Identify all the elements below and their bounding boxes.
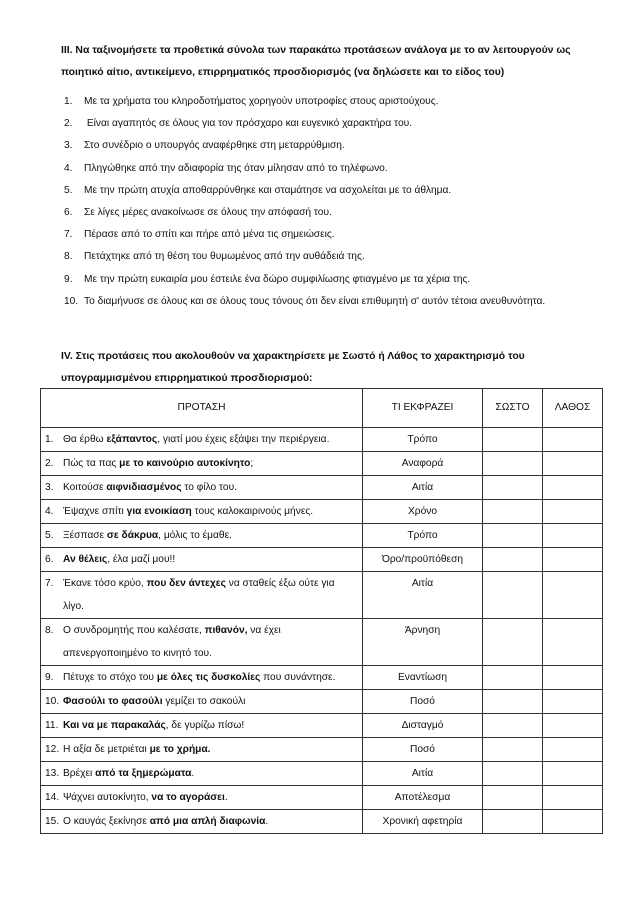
sentence-post: .: [265, 816, 269, 827]
sentence-underlined-phrase: από τα ξημερώματα: [95, 768, 192, 779]
sentence-underlined-phrase: που δεν άντεχες: [146, 578, 226, 589]
table-row: [41, 524, 603, 548]
table-row: [41, 500, 603, 524]
sentence-post: το φίλο του.: [181, 482, 237, 493]
sentence-pre: Κοιτούσε: [63, 482, 107, 493]
wrong-answer-cell[interactable]: [543, 524, 603, 548]
table-row: [41, 428, 603, 452]
list-item-number: 10.: [64, 295, 79, 307]
list-item-number: 5.: [64, 184, 73, 196]
row-number: 8.: [45, 625, 54, 636]
wrong-answer-cell[interactable]: [543, 714, 603, 738]
header-correct: ΣΩΣΤΟ: [483, 389, 543, 428]
expresses-cell: Αιτία: [363, 762, 483, 786]
sentence-post: , έλα μαζί μου!!: [107, 554, 176, 565]
sentence-post: .: [224, 792, 228, 803]
correct-answer-cell[interactable]: [483, 762, 543, 786]
row-number: 3.: [45, 482, 54, 493]
list-item: [64, 91, 624, 113]
wrong-answer-cell[interactable]: [543, 810, 603, 834]
wrong-answer-cell[interactable]: [543, 738, 603, 762]
sentence-underlined-phrase: Φασούλι το φασούλι: [63, 696, 163, 707]
row-number: 5.: [45, 530, 54, 541]
sentence-underlined-phrase: από μια απλή διαφωνία: [149, 816, 266, 827]
sentence-post: ;: [250, 458, 254, 469]
sentence-cell: [41, 572, 363, 619]
sentence-cell: [41, 738, 363, 762]
list-item-number: 3.: [64, 140, 73, 152]
row-number: 14.: [45, 792, 60, 803]
list-item-text: Πετάχτηκε από τη θέση του θυμωμένος από την αυθάδειά της.: [84, 251, 365, 263]
list-item-text: Πληγώθηκε από την αδιαφορία της όταν μίλησαν από το τηλέφωνο.: [84, 162, 388, 174]
correct-answer-cell[interactable]: [483, 666, 543, 690]
expresses-cell: Δισταγμό: [363, 714, 483, 738]
row-number: 10.: [45, 696, 60, 707]
table-row: [41, 666, 603, 690]
table-row: [41, 476, 603, 500]
sentence-post: να έχει: [247, 625, 281, 636]
sentence-underlined-phrase: σε δάκρυα: [106, 530, 159, 541]
correct-answer-cell[interactable]: [483, 619, 543, 666]
correct-answer-cell[interactable]: [483, 428, 543, 452]
correct-answer-cell[interactable]: [483, 452, 543, 476]
sentence-pre: Έψαχνε σπίτι: [63, 506, 127, 517]
sentence-underlined-phrase: Και να με παρακαλάς: [63, 720, 166, 731]
table-row: [41, 738, 603, 762]
expresses-cell: Χρονική αφετηρία: [363, 810, 483, 834]
sentence-pre: Πέτυχε το στόχο του: [63, 672, 157, 683]
expresses-cell: Εναντίωση: [363, 666, 483, 690]
list-item-text: Πέρασε από το σπίτι και πήρε από μένα τις σημειώσεις.: [84, 229, 335, 241]
list-item: [64, 113, 624, 135]
expresses-cell: Ποσό: [363, 690, 483, 714]
row-number: 12.: [45, 744, 60, 755]
sentence-cell: [41, 500, 363, 524]
list-item-number: 2.: [64, 118, 73, 130]
sentence-cell: [41, 452, 363, 476]
expresses-cell: Αναφορά: [363, 452, 483, 476]
wrong-answer-cell[interactable]: [543, 690, 603, 714]
correct-answer-cell[interactable]: [483, 738, 543, 762]
list-item-number: 9.: [64, 273, 73, 285]
sentence-underlined-phrase: να το αγοράσει: [151, 792, 225, 803]
list-item: [64, 180, 624, 202]
classification-table: [40, 388, 603, 834]
sentence-pre: Έκανε τόσο κρύο,: [63, 578, 147, 589]
list-item-text: Το διαμήνυσε σε όλους και σε όλους τους τόνους ότι δεν είναι επιθυμητή σ' αυτόν τέτοια ανευθυνότητα.: [84, 295, 546, 307]
sentence-underlined-phrase: Αν θέλεις: [63, 554, 108, 565]
table-row: [41, 690, 603, 714]
expresses-cell: Χρόνο: [363, 500, 483, 524]
sentence-cell: [41, 524, 363, 548]
wrong-answer-cell[interactable]: [543, 500, 603, 524]
sentence-post: που συνάντησε.: [260, 672, 336, 683]
wrong-answer-cell[interactable]: [543, 428, 603, 452]
row-number: 13.: [45, 768, 60, 779]
sentence-underlined-phrase: εξάπαντος: [106, 434, 158, 445]
list-item-number: 4.: [64, 162, 73, 174]
list-item: [64, 291, 624, 313]
sentence-pre: Ξέσπασε: [63, 530, 107, 541]
sentence-underlined-phrase: για ενοικίαση: [126, 506, 192, 517]
sentence-pre: Η αξία δε μετριέται: [63, 744, 150, 755]
row-number: 1.: [45, 434, 54, 445]
section-4-title: IV. Στις προτάσεις που ακολουθούν να χαρακτηρίσετε με Σωστό ή Λάθος το χαρακτηρισμό του υπογραμμισμένου επιρρηματικού προσδιορισμού:: [61, 351, 525, 384]
list-item: [64, 224, 624, 246]
wrong-answer-cell[interactable]: [543, 452, 603, 476]
list-item: [64, 246, 624, 268]
list-item-text: Σε λίγες μέρες ανακοίνωσε σε όλους την απόφασή του.: [84, 206, 332, 218]
row-number: 9.: [45, 672, 54, 683]
sentence-cell: [41, 762, 363, 786]
list-item: [64, 158, 624, 180]
table-row: [41, 810, 603, 834]
table-row: [41, 714, 603, 738]
sentence-post: , μόλις το έμαθε.: [158, 530, 232, 541]
sentence-pre: Πώς τα πας: [63, 458, 120, 469]
sentence-post: να σταθείς έξω ούτε για: [225, 578, 335, 589]
expresses-cell: Αποτέλεσμα: [363, 786, 483, 810]
sentence-cell: [41, 690, 363, 714]
list-item-text: Είναι αγαπητός σε όλους για τον πρόσχαρο και ευγενικό χαρακτήρα του.: [84, 118, 413, 130]
correct-answer-cell[interactable]: [483, 714, 543, 738]
list-item-number: 1.: [64, 96, 73, 107]
table-row: [41, 452, 603, 476]
wrong-answer-cell[interactable]: [543, 762, 603, 786]
correct-answer-cell[interactable]: [483, 524, 543, 548]
sentence-underlined-phrase: πιθανόν,: [204, 625, 248, 636]
table-row: [41, 572, 603, 619]
row-number: 2.: [45, 458, 54, 469]
sentence-cell: [41, 428, 363, 452]
sentence-pre: Ψάχνει αυτοκίνητο,: [63, 792, 152, 803]
expresses-cell: Αιτία: [363, 476, 483, 500]
header-expresses: ΤΙ ΕΚΦΡΑΖΕΙ: [363, 389, 483, 428]
sentence-pre: Θα έρθω: [63, 434, 107, 445]
list-item: [64, 269, 624, 291]
sentence-pre: Βρέχει: [63, 768, 96, 779]
sentence-underlined-phrase: με το καινούριο αυτοκίνητο: [119, 458, 251, 469]
row-number: 15.: [45, 816, 60, 827]
list-item: [64, 135, 624, 157]
expresses-cell: Άρνηση: [363, 619, 483, 666]
sentence-underlined-phrase: με το χρήμα.: [149, 744, 211, 755]
list-item-text: Στο συνέδριο ο υπουργός αναφέρθηκε στη μεταρρύθμιση.: [84, 140, 345, 152]
wrong-answer-cell[interactable]: [543, 572, 603, 619]
list-item-number: 6.: [64, 206, 73, 218]
correct-answer-cell[interactable]: [483, 548, 543, 572]
sentence-underlined-phrase: με όλες τις δυσκολίες: [156, 672, 261, 683]
wrong-answer-cell[interactable]: [543, 476, 603, 500]
sentence-post: , δε γυρίζω πίσω!: [165, 720, 245, 731]
expresses-cell: Όρο/προϋπόθεση: [363, 548, 483, 572]
sentence-cell: [41, 619, 363, 666]
sentence-pre: Ο συνδρομητής που καλέσατε,: [63, 625, 205, 636]
table-header-row: [41, 389, 603, 428]
sentence-continuation: απενεργοποιημένο το κινητό του.: [63, 648, 212, 659]
sentence-continuation: λίγο.: [63, 601, 84, 612]
expresses-cell: Τρόπο: [363, 524, 483, 548]
sentence-post: τους καλοκαιρινούς μήνες.: [191, 506, 314, 517]
row-number: 11.: [45, 720, 59, 731]
sentence-cell: [41, 714, 363, 738]
expresses-cell: Ποσό: [363, 738, 483, 762]
correct-answer-cell[interactable]: [483, 572, 543, 619]
wrong-answer-cell[interactable]: [543, 619, 603, 666]
sentence-pre: Ο καυγάς ξεκίνησε: [63, 816, 150, 827]
list-item: [64, 202, 624, 224]
wrong-answer-cell[interactable]: [543, 666, 603, 690]
row-number: 7.: [45, 578, 54, 589]
section-3-list: [64, 91, 624, 313]
table-row: [41, 619, 603, 666]
table-row: [41, 548, 603, 572]
correct-answer-cell[interactable]: [483, 786, 543, 810]
correct-answer-cell[interactable]: [483, 500, 543, 524]
expresses-cell: Τρόπο: [363, 428, 483, 452]
wrong-answer-cell[interactable]: [543, 548, 603, 572]
header-sentence: ΠΡΟΤΑΣΗ: [41, 389, 363, 428]
sentence-cell: [41, 786, 363, 810]
header-wrong: ΛΑΘΟΣ: [543, 389, 603, 428]
sentence-cell: [41, 548, 363, 572]
list-item-text: Με τα χρήματα του κληροδοτήματος χορηγούν υποτροφίες στους αριστούχους.: [84, 96, 439, 107]
expresses-cell: Αιτία: [363, 572, 483, 619]
sentence-cell: [41, 810, 363, 834]
list-item-text: Με την πρώτη ευκαιρία μου έστειλε ένα δώρο συμφιλίωσης φτιαγμένο με τα χέρια της.: [84, 273, 471, 285]
sentence-post: , γιατί μου έχεις εξάψει την περιέργεια.: [157, 434, 330, 445]
list-item-number: 7.: [64, 229, 73, 241]
table-row: [41, 786, 603, 810]
correct-answer-cell[interactable]: [483, 476, 543, 500]
row-number: 6.: [45, 554, 54, 565]
sentence-cell: [41, 476, 363, 500]
table-row: [41, 762, 603, 786]
sentence-cell: [41, 666, 363, 690]
sentence-post: γεμίζει το σακούλι: [162, 696, 246, 707]
section-3-title: ΙΙΙ. Να ταξινομήσετε τα προθετικά σύνολα των παρακάτω προτάσεων ανάλογα με το αν λειτουργούν ως ποιητικό αίτιο, αντικείμενο, επιρρηματικός προσδιορισμός (να δηλώσετε και το είδος του): [61, 45, 571, 78]
row-number: 4.: [45, 506, 54, 517]
correct-answer-cell[interactable]: [483, 810, 543, 834]
list-item-text: Με την πρώτη ατυχία αποθαρρύνθηκε και σταμάτησε να ασχολείται με το άθλημα.: [84, 184, 452, 196]
correct-answer-cell[interactable]: [483, 690, 543, 714]
wrong-answer-cell[interactable]: [543, 786, 603, 810]
sentence-underlined-phrase: αιφνιδιασμένος: [106, 482, 182, 493]
sentence-post: .: [191, 768, 195, 779]
list-item-number: 8.: [64, 251, 73, 263]
